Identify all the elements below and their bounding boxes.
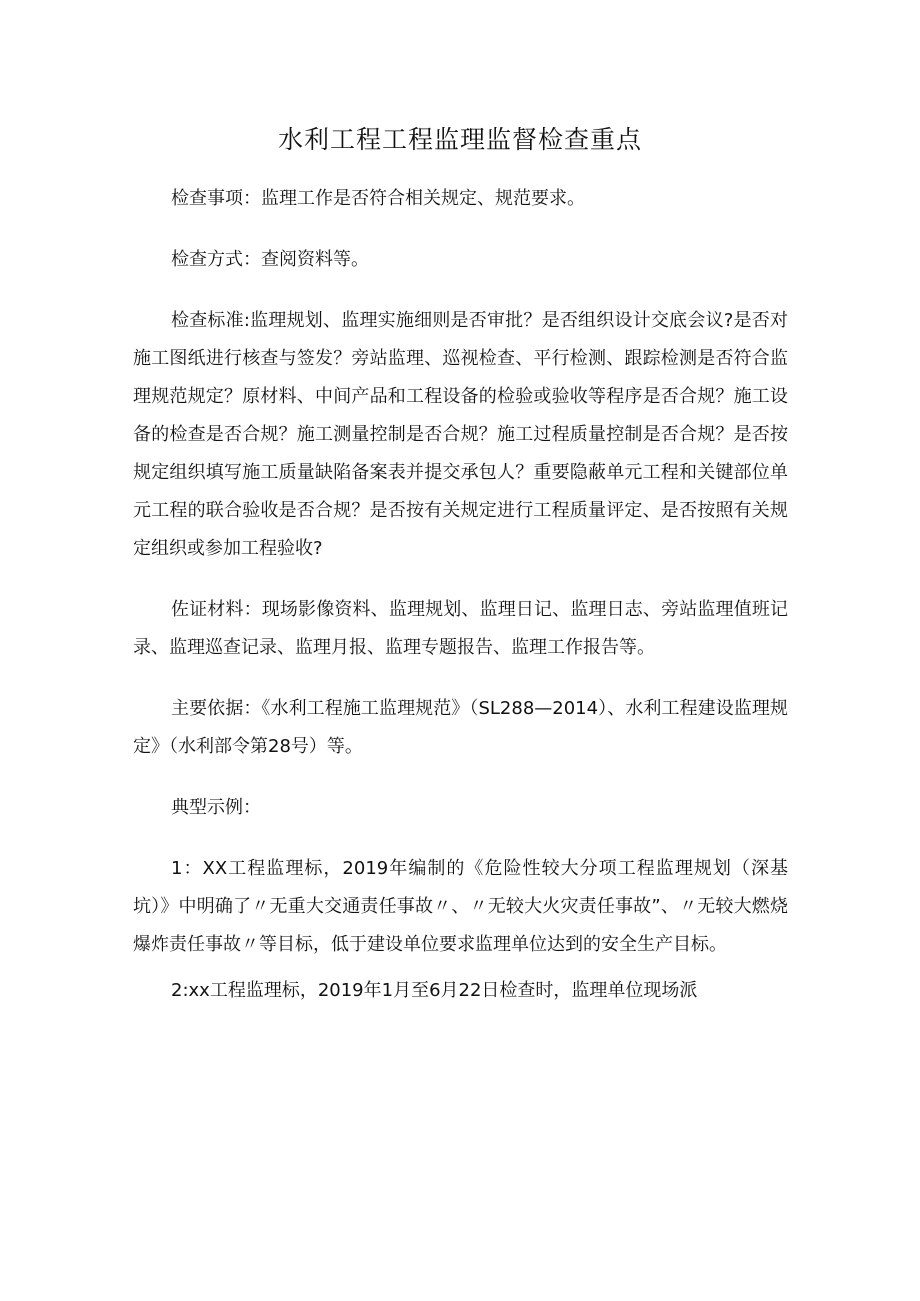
paragraph-inspection-items: 检查事项：监理工作是否符合相关规定、规范要求。: [171, 188, 585, 209]
document-title: 水利工程工程监理监督检查重点: [277, 125, 642, 154]
paragraph-typical-examples-heading: 典型示例：: [171, 797, 261, 818]
paragraph-main-basis: 主要依据：《水利工程施工监理规范》（SL288—2014）、水利工程建设监理规定》（水利部令第28号）等。: [133, 698, 788, 757]
paragraph-example-2: 2:xx工程监理标，2019年1月至6月22日检查时，监理单位现场派: [171, 980, 698, 1001]
paragraph-inspection-method: 检查方式：查阅资料等。: [171, 249, 369, 270]
paragraph-inspection-standard: 检查标准:监理规划、监理实施细则是否审批？是否组织设计交底会议?是否对施工图纸进行核查与签发？旁站监理、巡视检查、平行检测、跟踪检测是否符合监理规范规定？原材料、中间产品和工程设备的检验或验收等程序是否合规？施工设备的检查是否合规？施工测量控制是否合规？施工过程质量控制是否合规？是否按规定组织填写施工质量缺陷备案表并提交承包人？重要隐蔽单元工程和关键部位单元工程的联合验收是否合规？是否按有关规定进行工程质量评定、是否按照有关规定组织或参加工程验收?: [133, 310, 788, 559]
paragraph-supporting-materials: 佐证材料：现场影像资料、监理规划、监理日记、监理日志、旁站监理值班记录、监理巡查记录、监理月报、监理专题报告、监理工作报告等。: [133, 599, 788, 658]
document-body: [133, 180, 788, 1033]
paragraph-example-1: 1：XX工程监理标，2019年编制的《危险性较大分项工程监理规划（深基坑）》中明确了〃无重大交通责任事故〃、〃无较大火灾责任事故”、〃无较大燃烧爆炸责任事故〃等目标，低于建设单位要求监理单位达到的安全生产目标。: [133, 858, 788, 955]
